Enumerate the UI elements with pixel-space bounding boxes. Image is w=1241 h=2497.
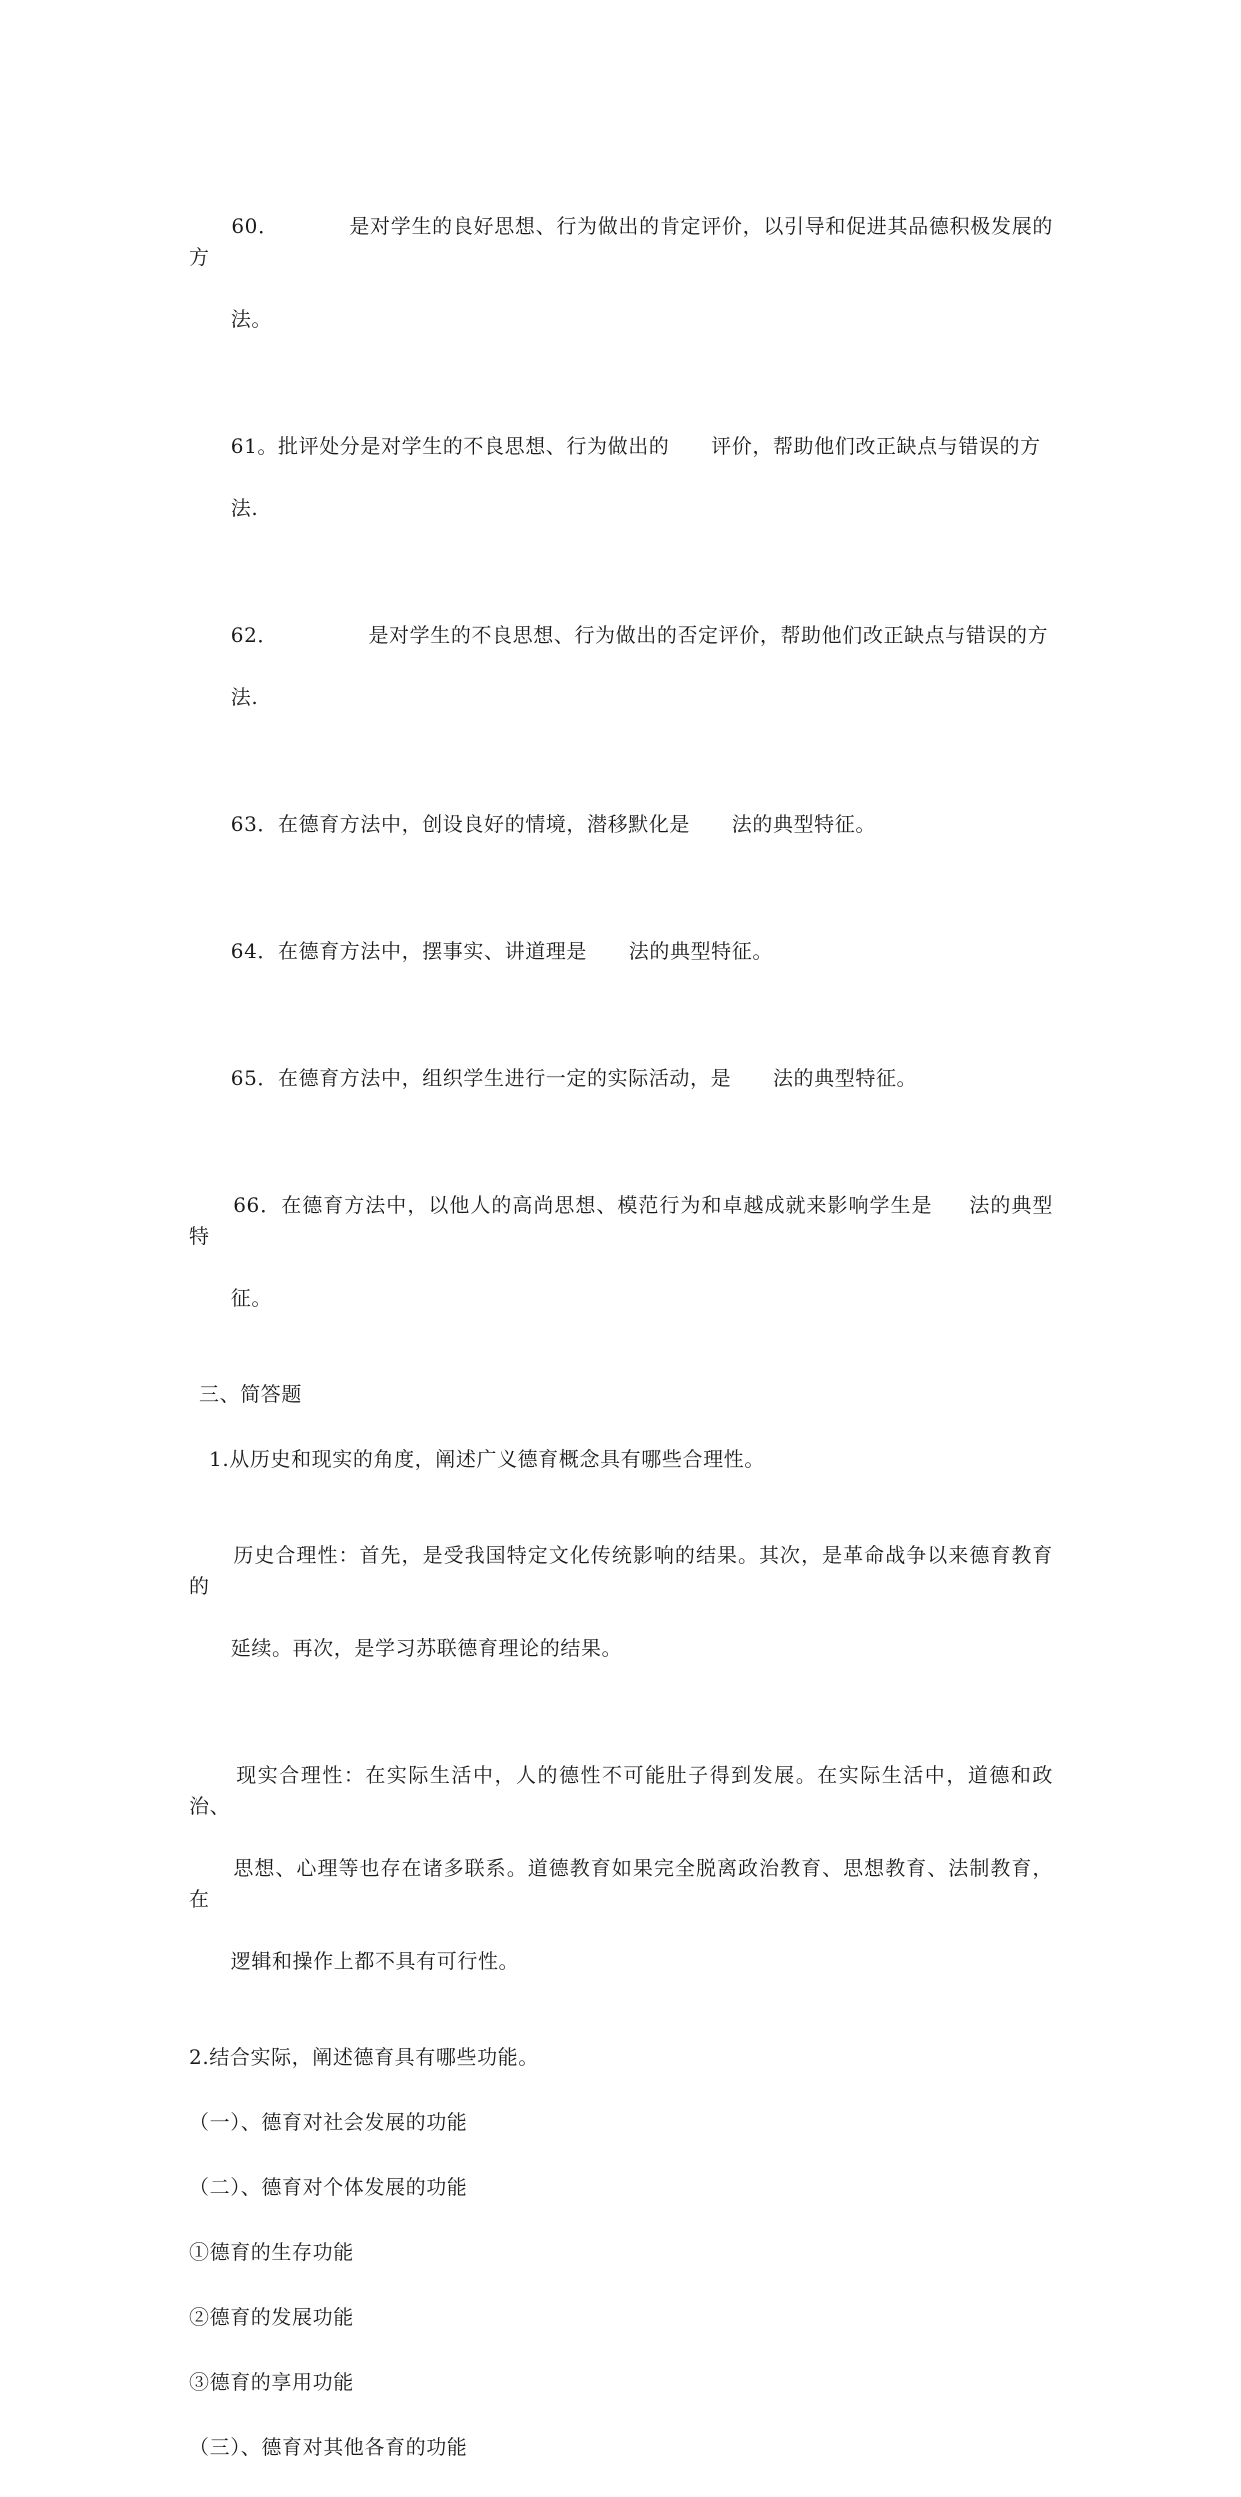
answer-reality-line3: 逻辑和操作上都不具有可行性。 <box>230 1949 520 1973</box>
question-62-line2: 法. <box>230 685 259 709</box>
short-answer-question-1: 1.从历史和现实的角度，阐述广义德育概念具有哪些合理性。 <box>209 1447 765 1471</box>
answer-history-rationality <box>189 1509 1053 1695</box>
question-65-line1: 65．在德育方法中，组织学生进行一定的实际活动，是 法的典型特征。 <box>230 1066 918 1090</box>
question-60-line2: 法。 <box>230 307 272 331</box>
question-61-line1: 61。批评处分是对学生的不良思想、行为做出的 评价，帮助他们改正缺点与错误的方 <box>230 434 1041 458</box>
function-survival: ①德育的生存功能 <box>189 2240 354 2264</box>
answer-history-line2: 延续。再次，是学习苏联德育理论的结果。 <box>230 1636 623 1660</box>
answer-reality-line1: 现实合理性：在实际生活中，人的德性不可能肚子得到发展。在实际生活中，道德和政治、 <box>189 1763 1053 1818</box>
short-answer-question-2: 2.结合实际，阐述德育具有哪些功能。 <box>189 2045 539 2069</box>
document-body <box>189 180 1053 2497</box>
question-65 <box>189 1032 1053 1125</box>
question-63 <box>189 778 1053 871</box>
answer-reality-rationality <box>189 1729 1053 2008</box>
question-62 <box>189 589 1053 744</box>
question-64 <box>189 905 1053 998</box>
function-individual: （二）、德育对个体发展的功能 <box>189 2175 468 2199</box>
question-66 <box>189 1159 1053 1345</box>
question-66-line2: 征。 <box>230 1286 272 1310</box>
question-64-line1: 64．在德育方法中，摆事实、讲道理是 法的典型特征。 <box>230 939 773 963</box>
question-60 <box>189 180 1053 366</box>
function-development: ②德育的发展功能 <box>189 2305 354 2329</box>
question-63-line1: 63．在德育方法中，创设良好的情境，潜移默化是 法的典型特征。 <box>230 812 876 836</box>
question-61-line2: 法. <box>230 496 259 520</box>
question-60-line1: 60． 是对学生的良好思想、行为做出的肯定评价，以引导和促进其品德积极发展的方 <box>189 214 1053 269</box>
function-social: （一）、德育对社会发展的功能 <box>189 2110 468 2134</box>
question-62-line1: 62． 是对学生的不良思想、行为做出的否定评价，帮助他们改正缺点与错误的方 <box>230 623 1049 647</box>
function-enjoyment: ③德育的享用功能 <box>189 2370 354 2394</box>
question-66-line1: 66．在德育方法中，以他人的高尚思想、模范行为和卓越成就来影响学生是 法的典型特 <box>189 1193 1053 1248</box>
question-61 <box>189 400 1053 555</box>
function-other-education: （三）、德育对其他各育的功能 <box>189 2435 468 2459</box>
answer-reality-line2: 思想、心理等也存在诸多联系。道德教育如果完全脱离政治教育、思想教育、法制教育，在 <box>189 1856 1054 1911</box>
section-title: 三、简答题 <box>199 1382 302 1406</box>
answer-history-line1: 历史合理性：首先，是受我国特定文化传统影响的结果。其次，是革命战争以来德育教育的 <box>189 1543 1054 1598</box>
